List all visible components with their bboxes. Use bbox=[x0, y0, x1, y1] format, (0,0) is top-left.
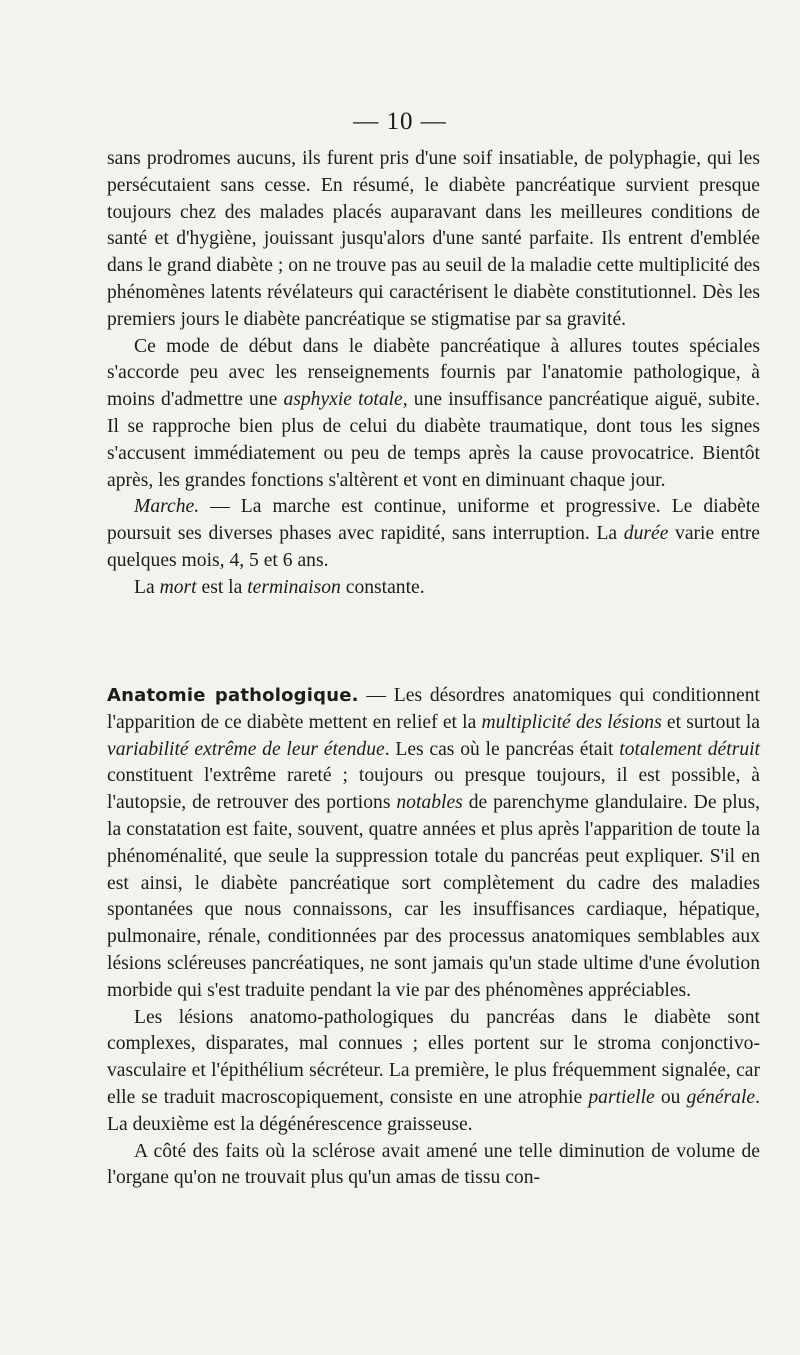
paragraph-mort bbox=[107, 575, 760, 602]
page-number: — 10 — bbox=[353, 108, 447, 135]
text-run: de parenchyme glandulaire. De plus, la constatation est faite, souvent, quatre années et plus après l'apparition de toute la phénoménalité, que seule la suppression totale du pancréas peut expliquer. S'il en est ainsi, le diabète pancréatique sort complètement du cadre des maladies spontanées que nous connaissons, car les insuffisances cardiaque, hépatique, pulmonaire, rénale, conditionnées par des processus anatomiques semblables aux lésions scléreuses pancréatiques, ne sont jamais qu'un stade ultime d'une évolution morbide qui s'est traduite pendant la vie par des phénomènes appréciables. bbox=[107, 792, 761, 1001]
paragraph-sclerose: A côté des faits où la sclérose avait amené une telle diminution de volume de l'organe qu'on ne trouvait plus qu'un amas de tissu con- bbox=[107, 1140, 760, 1189]
italic-term: multiplicité des lésions bbox=[481, 711, 662, 733]
italic-term: durée bbox=[623, 523, 669, 545]
italic-term: variabilité extrême de leur étendue bbox=[107, 738, 385, 760]
italic-term: générale bbox=[686, 1086, 756, 1108]
text-run: Ce mode de début dans le diabète pancréatique à allures toutes spéciales s'accorde peu avec les renseignements fournis par l'anatomie pathologique, à moins d'admettre une bbox=[107, 335, 760, 411]
text-run: . Les cas où le pancréas était bbox=[384, 738, 614, 760]
text-run: constituent l'extrême rareté ; toujours ou presque toujours, il est possible, à l'autopsie, de retrouver des portions bbox=[107, 765, 760, 814]
paragraph-marche bbox=[107, 494, 760, 574]
italic-term: partielle bbox=[588, 1086, 655, 1108]
text-run: Les lésions anatomo-pathologiques du pancréas dans le diabète sont complexes, disparates, mal connues ; elles portent sur le stroma conjonctivo-vasculaire et l'épithélium sécréteur. La première, le plus fréquemment signalée, car elle se traduit macroscopiquement, consiste en une atrophie bbox=[107, 1006, 760, 1108]
paragraph-anatomy-intro bbox=[107, 683, 760, 1005]
italic-term: terminaison bbox=[247, 576, 341, 598]
text-run: varie entre quelques mois, 4, 5 et 6 ans. bbox=[107, 523, 760, 571]
section-heading: Anatomie pathologique. bbox=[107, 685, 359, 706]
italic-subheading: Marche. bbox=[134, 496, 200, 518]
text-run: est la bbox=[196, 576, 243, 598]
text-block-symptoms bbox=[107, 146, 760, 602]
paragraph-continuation: sans prodromes aucuns, ils furent pris d'une soif insatiable, de polyphagie, qui les persécutaient sans cesse. En résumé, le diabète pancréatique survient presque toujours chez des malades placés auparavant dans les meilleures conditions de santé et d'hygiène, jouissant jusqu'alors d'une santé parfaite. Ils entrent d'emblée dans le grand diabète ; on ne trouve pas au seuil de la maladie cette multiplicité des phénomènes latents révélateurs qui caractérisent le diabète constitutionnel. Dès les premiers jours le diabète pancréatique se stigmatise par sa gravité. bbox=[107, 148, 760, 330]
text-run: — La marche est continue, uniforme et progressive. Le diabète poursuit ses diverses phases avec rapidité, sans interruption. La bbox=[107, 496, 760, 545]
italic-term: mort bbox=[159, 576, 197, 598]
text-run: La bbox=[134, 576, 155, 598]
text-block-anatomy bbox=[107, 683, 760, 1192]
italic-term: asphyxie totale bbox=[283, 389, 403, 411]
text-run: et surtout la bbox=[661, 711, 760, 733]
italic-term: totalement détruit bbox=[619, 738, 761, 760]
text-run: , une insuffisance pancréatique aiguë, subite. Il se rapproche bien plus de celui du diabète traumatique, dont tous les signes s'accusent immédiatement ou peu de temps après la cause provocatrice. Bientôt après, les grandes fonctions s'altèrent et vont en diminuant chaque jour. bbox=[107, 389, 761, 491]
text-run: ou bbox=[654, 1086, 681, 1108]
paragraph-lesions bbox=[107, 1005, 760, 1139]
italic-term: notables bbox=[396, 792, 463, 814]
text-run: . La deuxième est la dégénérescence graisseuse. bbox=[107, 1086, 761, 1135]
text-run: constante. bbox=[340, 576, 425, 598]
text-run: — Les désordres anatomiques qui conditionnent l'apparition de ce diabète mettent en relief et la bbox=[107, 685, 760, 733]
paragraph-onset bbox=[107, 334, 760, 495]
